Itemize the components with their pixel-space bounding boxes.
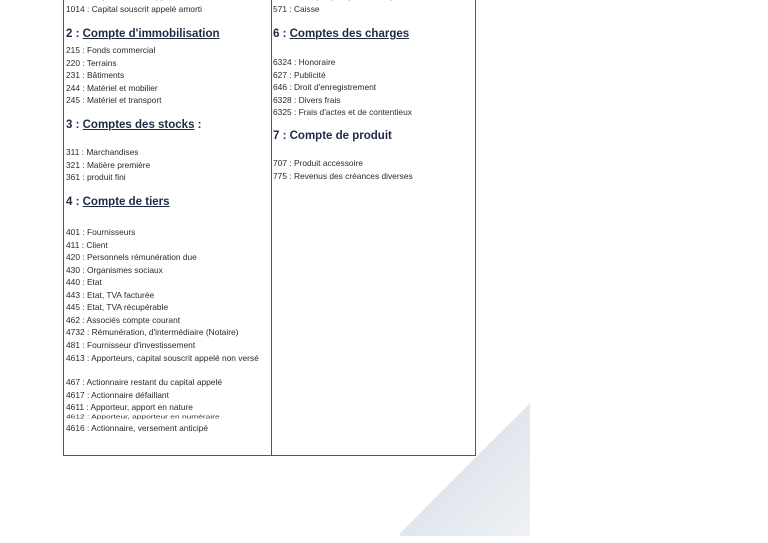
section-heading-tiers: 4 : Compte de tiers: [66, 196, 170, 208]
account-line: 215 : Fonds commercial: [66, 45, 156, 55]
section-heading-produit: 7 : Compte de produit: [273, 130, 392, 142]
account-line: 4612 : Apporteur, apporteur en numéraire: [66, 413, 220, 420]
account-line-cut: [273, 0, 393, 2]
account-line: 411 : Client: [66, 239, 108, 250]
account-line: 462 : Associés compte courant: [66, 314, 181, 325]
account-line-cut: [66, 0, 218, 2]
account-line: 627 : Publicité: [273, 69, 326, 80]
account-line: 244 : Matériel et mobilier: [66, 82, 158, 93]
account-line: 440 : Etat: [66, 277, 102, 287]
account-line: 420 : Personnels rémunération due: [66, 252, 197, 262]
account-line: 6328 : Divers frais: [273, 94, 341, 105]
account-line: 775 : Revenus des créances diverses: [273, 171, 413, 181]
chart-of-accounts-table: [63, 0, 476, 456]
account-line: 445 : Etat, TVA récupérable: [66, 302, 169, 312]
column-divider: [271, 0, 272, 455]
account-line: 361 : produit fini: [66, 172, 126, 182]
account-line: 443 : Etat, TVA facturée: [66, 289, 155, 300]
account-line: 231 : Bâtiments: [66, 70, 125, 80]
account-line: 481 : Fournisseur d'investissement: [66, 339, 196, 350]
account-line: 4611 : Apporteur, apport en nature: [66, 402, 193, 412]
account-line: 646 : Droit d'enregistrement: [273, 82, 377, 92]
account-line: 1014 : Capital souscrit appelé amorti: [66, 4, 202, 14]
section-heading-stocks: 3 : Comptes des stocks :: [66, 119, 202, 131]
account-line: 245 : Matériel et transport: [66, 95, 162, 105]
account-line: 401 : Fournisseurs: [66, 227, 136, 237]
account-line: 4732 : Rémunération, d'intermédiaire (Notaire): [66, 327, 239, 337]
account-line: 6324 : Honoraire: [273, 57, 336, 67]
account-line: 571 : Caisse: [273, 4, 320, 14]
account-line: 4616 : Actionnaire, versement anticipé: [66, 423, 208, 433]
account-line: 707 : Produit accessoire: [273, 158, 363, 168]
account-line: 4617 : Actionnaire défaillant: [66, 389, 169, 400]
section-heading-charges: 6 : Comptes des charges: [273, 28, 410, 40]
account-line: 220 : Terrains: [66, 57, 117, 68]
account-line: 321 : Matière première: [66, 159, 151, 170]
account-line: 467 : Actionnaire restant du capital appelé: [66, 377, 222, 387]
account-line: 6325 : Frais d'actes et de contentieux: [273, 107, 412, 117]
section-heading-immobilisation: 2 : Compte d'immobilisation: [66, 28, 220, 40]
account-line: 4613 : Apporteurs, capital souscrit appelé non versé: [66, 353, 259, 363]
account-line: 311 : Marchandises: [66, 147, 139, 157]
account-line: 430 : Organismes sociaux: [66, 264, 163, 275]
